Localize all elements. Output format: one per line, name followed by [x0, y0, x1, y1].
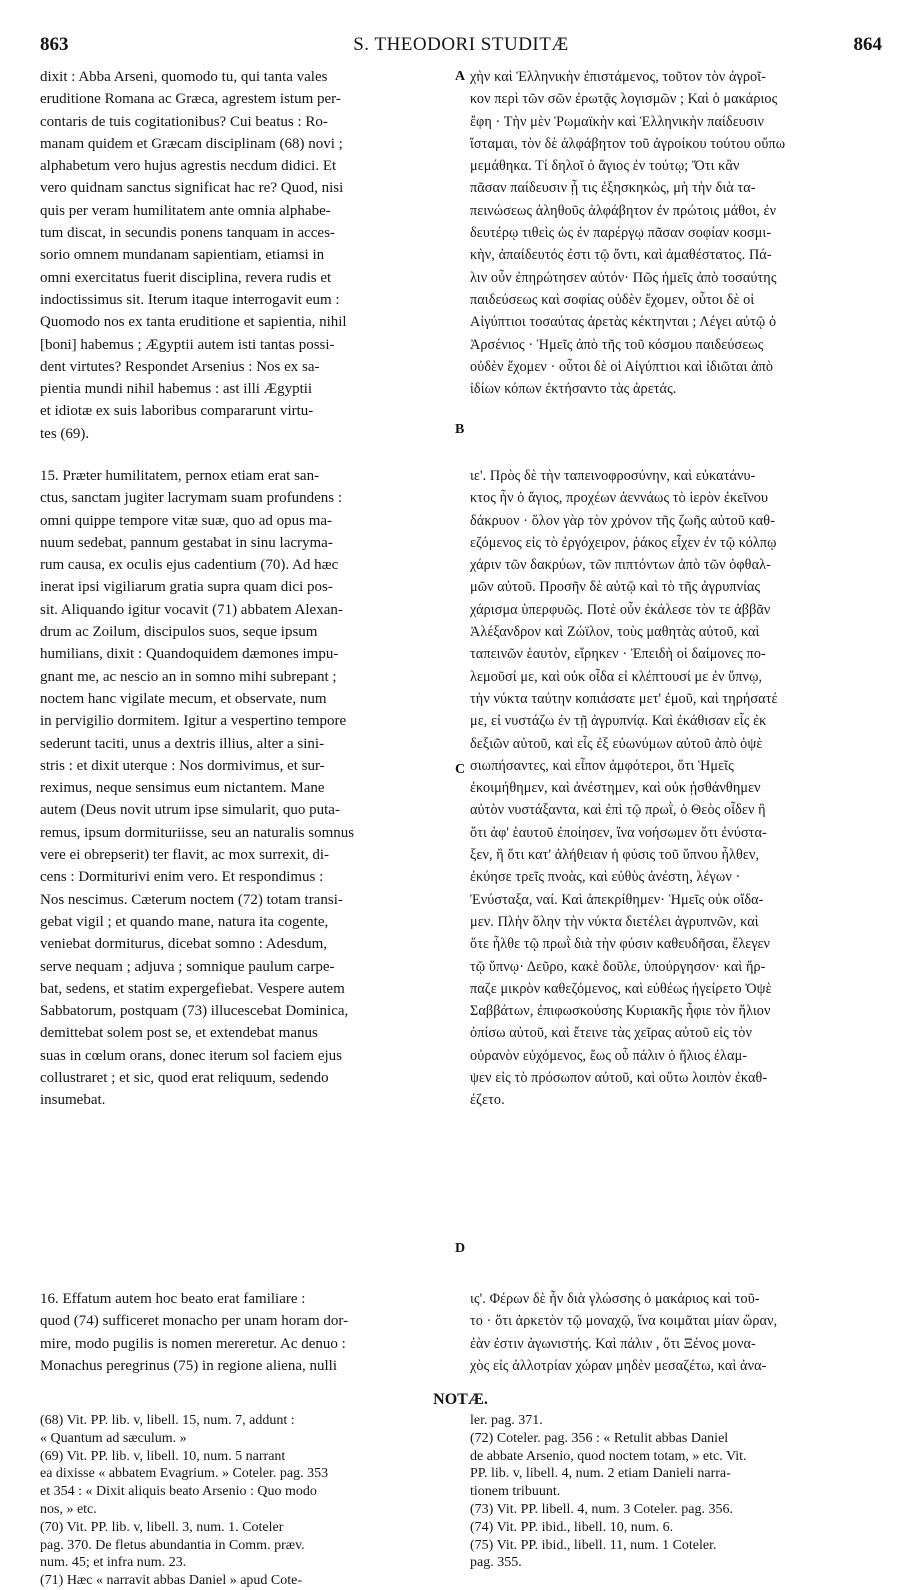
section-marker-a: A — [455, 69, 466, 84]
greek-paragraph-16: ις'. Φέρων δὲ ἦν διὰ γλώσσης ὁ μακάριος καὶ τοῦ- το · ὅτι ἀρκετὸν τῷ μοναχῷ, ἵνα κοιμᾶται μίαν ὥραν, ἐὰν ἐστιν ἀγωνιστής. Καὶ πάλιν , ὅτι Ξένος μονα- χὸς εἰς ἀλλοτρίαν χώραν μηδὲν μεσαζέτω, καὶ ἀνα- — [470, 1291, 778, 1374]
section-marker-b: B — [455, 422, 465, 437]
notes-title: NOTÆ. — [433, 1391, 488, 1408]
latin-paragraph-14: dixit : Abba Arseni, quomodo tu, qui tanta vales eruditione Romana ac Græca, agrestem istum per- contaris de tuis cogitationibus? Cui beatus : Ro- manam quidem et Græcam disciplinam (68) novi ; alphabetum vero hujus agrestis necdum didici. Et vero quidnam sanctus significat hac re? Quod, nisi quis per veram humilitatem ante omnia alphabe- tum discat, in secundis ponens tanquam in acces- sorio omnem mundanam sapientiam, etiamsi in omni exercitatus fuerit disciplina, revera rudis et indoctissimus sit. Iterum itaque interrogavit eum : Quomodo nos ex tanta eruditione et sapientia, nihil [boni] habemus ; Ægyptii autem isti tantas possi- dent virtutes? Respondet Arsenius : Nos ex sa- pientia mundi nihil habemus : ast illi Ægyptii et idiotæ ex suis laboribus compararunt virtu- tes (69). — [40, 69, 347, 442]
notes-right-column — [470, 1412, 882, 1572]
notes-right-text: ler. pag. 371. (72) Coteler. pag. 356 : « Retulit abbas Daniel de abbate Arsenio, quod noctem totam, » etc. Vit. PP. lib. v, libell. 4, num. 2 etiam Danieli narra- tionem tribuunt. (73) Vit. PP. libell. 4, num. 3 Coteler. pag. 356. (74) Vit. PP. ibid., libell. 10, num. 6. (75) Vit. PP. ibid., libell. 11, num. 1 Coteler. pag. 355. — [470, 1413, 747, 1571]
greek-column-2 — [470, 465, 882, 1112]
latin-column-3 — [40, 1288, 452, 1377]
running-title: S. THEODORI STUDITÆ — [353, 34, 569, 55]
notes-left-column — [40, 1412, 452, 1590]
greek-column — [470, 66, 882, 400]
latin-paragraph-15: 15. Præter humilitatem, pernox etiam erat san- ctus, sanctam jugiter lacrymam suam profundens : omni quippe tempore vitæ suæ, quo ad opus ma- nuum sedebat, pannum gestabat in sinu lacryma- rum causa, ex oculis ejus cadentium (70). Ad hæc inerat ipsi vigiliarum gratia supra quam dici pos- sit. Aliquando igitur vocavit (71) abbatem Alexan- drum ac Zoilum, discipulos suos, seque ipsum humilians, dixit : Quandoquidem dæmones impu- gnant me, ac nescio an in somno mihi subrepant ; noctem hanc vigilate mecum, et observate, num in pervigilio dormitem. Igitur a vespertino tempore sederunt taciti, unus a dextris illius, alter a sini- stris : et dixit uterque : Nos dormivimus, et sur- reximus, neque sensimus eum nictantem. Mane autem (Deus novit utrum ipse simularit, quo puta- remus, ipsum dormituriisse, seu an naturalis somnus vere ei obrepserit) ter flavit, ac mox surrexit, di- cens : Dormiturivi enim vero. Et respondimus : Nos nescimus. Cæterum noctem (72) totam transi- gebat vigil ; et quando mane, natura ita cogente, veniebat dormiturus, dicebat somno : Adesdum, serve nequam ; adjuva ; somnique paulum carpe- bat, sedens, et statim expergefiebat. Vespere autem Sabbatorum, postquam (73) illucescebat Dominica, demittebat solem post se, et extendebat manus suas in cœlum orans, donec iterum sol faciem ejus collustraret ; et sic, quod erat reliquum, sedendo insumebat. — [40, 468, 355, 1109]
page-header — [40, 34, 882, 62]
latin-column — [40, 66, 452, 445]
page-number-right: 864 — [853, 34, 882, 55]
latin-paragraph-16: 16. Effatum autem hoc beato erat familiare : quod (74) sufficeret monacho per unam horam dor- mire, modo pugilis is nomen mereretur. Ac denuo : Monachus peregrinus (75) in regione aliena, nulli — [40, 1291, 349, 1374]
section-marker-c: C — [455, 762, 466, 777]
section-marker-d: D — [455, 1241, 466, 1256]
page-number-left: 863 — [40, 34, 69, 55]
greek-column-3 — [470, 1288, 882, 1377]
notes-left-text: (68) Vit. PP. lib. v, libell. 15, num. 7, addunt : « Quantum ad sæculum. » (69) Vit. PP. lib. v, libell. 10, num. 5 narrant ea dixisse « abbatem Evagrium. » Coteler. pag. 353 et 354 : « Dixit aliquis beato Arsenio : Quo modo nos, » etc. (70) Vit. PP. lib. v, libell. 3, num. 1. Coteler pag. 370. De fletus abundantia in Comm. præv. num. 45; et infra num. 23. (71) Hæc « narravit abbas Daniel » apud Cote- — [40, 1413, 329, 1589]
greek-paragraph-15: ιε'. Πρὸς δὲ τὴν ταπεινοφροσύνην, καὶ εὐκατάνυ- κτος ἦν ὁ ἅγιος, προχέων ἀεννάως τὸ ἱερὸν ἐκεῖνου δάκρυον · ὅλον γὰρ τὸν χρόνον τῆς ζωῆς αὐτοῦ καθ- εζόμενος εἰς τὸ ἐργόχειρον, ῥάκος εἶχεν ἐν τῷ κόλπῳ χάριν τῶν δακρύων, τῶν πιπτόντων ἀπὸ τῶν ὀφθαλ- μῶν αὐτοῦ. Προσῆν δὲ αὐτῷ καὶ τὸ τῆς ἀγρυπνίας χάρισμα ὑπερφυῶς. Ποτὲ οὖν ἐκάλεσε τὸν τε ἀββᾶν Ἀλέξανδρον καὶ Ζώϊλον, τοὺς μαθητὰς αὐτοῦ, καὶ ταπεινῶν ἑαυτὸν, εἴρηκεν · Ἐπειδὴ οἱ δαίμονες πο- λεμοῦσί με, καὶ οὐκ οἶδα εἰ κλέπτουσί με ἐν ὕπνῳ, τὴν νύκτα ταύτην κοπιάσατε μετ' ἐμοῦ, καὶ τηρήσατέ με, εἰ νυστάζω ἐν τῇ ἀγρυπνίᾳ. Καὶ ἐκάθισαν εἷς ἐκ δεξιῶν αὐτοῦ, καὶ εἷς ἐξ εὐωνύμων αὐτοῦ ἀπὸ ὀψὲ σιωπήσαντες, καὶ εἶπον ἀμφότεροι, ὅτι Ἡμεῖς ἐκοιμήθημεν, καὶ ἀνέστημεν, καὶ οὐκ ᾐσθάνθημεν αὐτὸν νυστάξαντα, καὶ ἐπὶ τῷ πρωῒ, ὁ Θεὸς οἶδεν ἢ ὅτι ἀφ' ἑαυτοῦ ἐποίησεν, ἵνα νοήσωμεν ὅτι ἐνύστα- ξεν, ἢ ὅτι κατ' ἀλήθειαν ἡ φύσις τοῦ ὕπνου ἦλθεν, ἐκύησε τρεῖς πνοὰς, καὶ εὐθὺς ἀνέστη, λέγων · Ἐνύσταξα, ναί. Καὶ ἀπεκρίθημεν· Ἡμεῖς οὐκ οἴδα- μεν. Πλὴν ὅλην τὴν νύκτα διετέλει ἀγρυπνῶν, καὶ ὅτε ἦλθε τῷ πρωῒ διὰ τὴν φύσιν καθευδῆσαι, ἔλεγεν τῷ ὕπνῳ· Δεῦρο, κακὲ δοῦλε, ὑπούργησον· καὶ ἥρ- παζε μικρὸν καθεζόμενος, καὶ εὐθέως ἠγείρετο Ὀψὲ Σαββάτων, ἐπιφωσκούσης Κυριακῆς ἧφιε τὸν ἥλιον ὀπίσω αὐτοῦ, καὶ ἔτεινε τὰς χεῖρας αὐτοῦ εἰς τὸν οὐρανὸν εὐχόμενος, ἕως οὗ πάλιν ὁ ἥλιος ἐλαμ- ψεν εἰς τὸ πρόσωπον αὐτοῦ, καὶ οὕτω λοιπὸν ἐκαθ- έζετο. — [470, 468, 778, 1109]
greek-paragraph-14: χὴν καὶ Ἑλληνικὴν ἐπιστάμενος, τοῦτον τὸν ἀγροῖ- κον περὶ τῶν σῶν ἐρωτᾷς λογισμῶν ; Καὶ ὁ μακάριος ἔφη · Τὴν μὲν Ῥωμαϊκὴν καὶ Ἑλληνικὴν παίδευσιν ἴσταμαι, τὸν δὲ ἀλφάβητον τοῦ ἀγροίκου τούτου οὔπω μεμάθηκα. Τί δηλοῖ ὁ ἅγιος ἐν τούτῳ; Ὅτι κἂν πᾶσαν παίδευσιν ᾖ τις ἐξησκηκὼς, μὴ τὴν διὰ τα- πεινώσεως ἀληθοῦς ἀλφάβητον ἐν πρώτοις μάθοι, ἐν δευτέρῳ τιθεὶς ὡς ἐν παρέργῳ πᾶσαν σοφίαν κοσμι- κὴν, ἀπαίδευτός ἐστι τῷ ὄντι, καὶ ἀμαθέστατος. Πά- λιν οὖν ἐπηρώτησεν αὐτόν· Πῶς ἡμεῖς ἀπὸ τοσαύτης παιδεύσεως καὶ σοφίας οὐδὲν ἔχομεν, οὗτοι δὲ οἱ Αἰγύπτιοι τοσαύτας ἀρετὰς κέκτηνται ; Λέγει αὐτῷ ὁ Ἀρσένιος · Ἡμεῖς ἀπὸ τῆς τοῦ κόσμου παιδεύσεως οὐδὲν ἔχομεν · οὗτοι δὲ οἱ Αἰγύπτιοι καὶ ἰδιῶται ἀπὸ ἰδίων κόπων ἐκτήσαντο τὰς ἀρετάς. — [470, 69, 786, 398]
latin-column-2 — [40, 465, 452, 1112]
